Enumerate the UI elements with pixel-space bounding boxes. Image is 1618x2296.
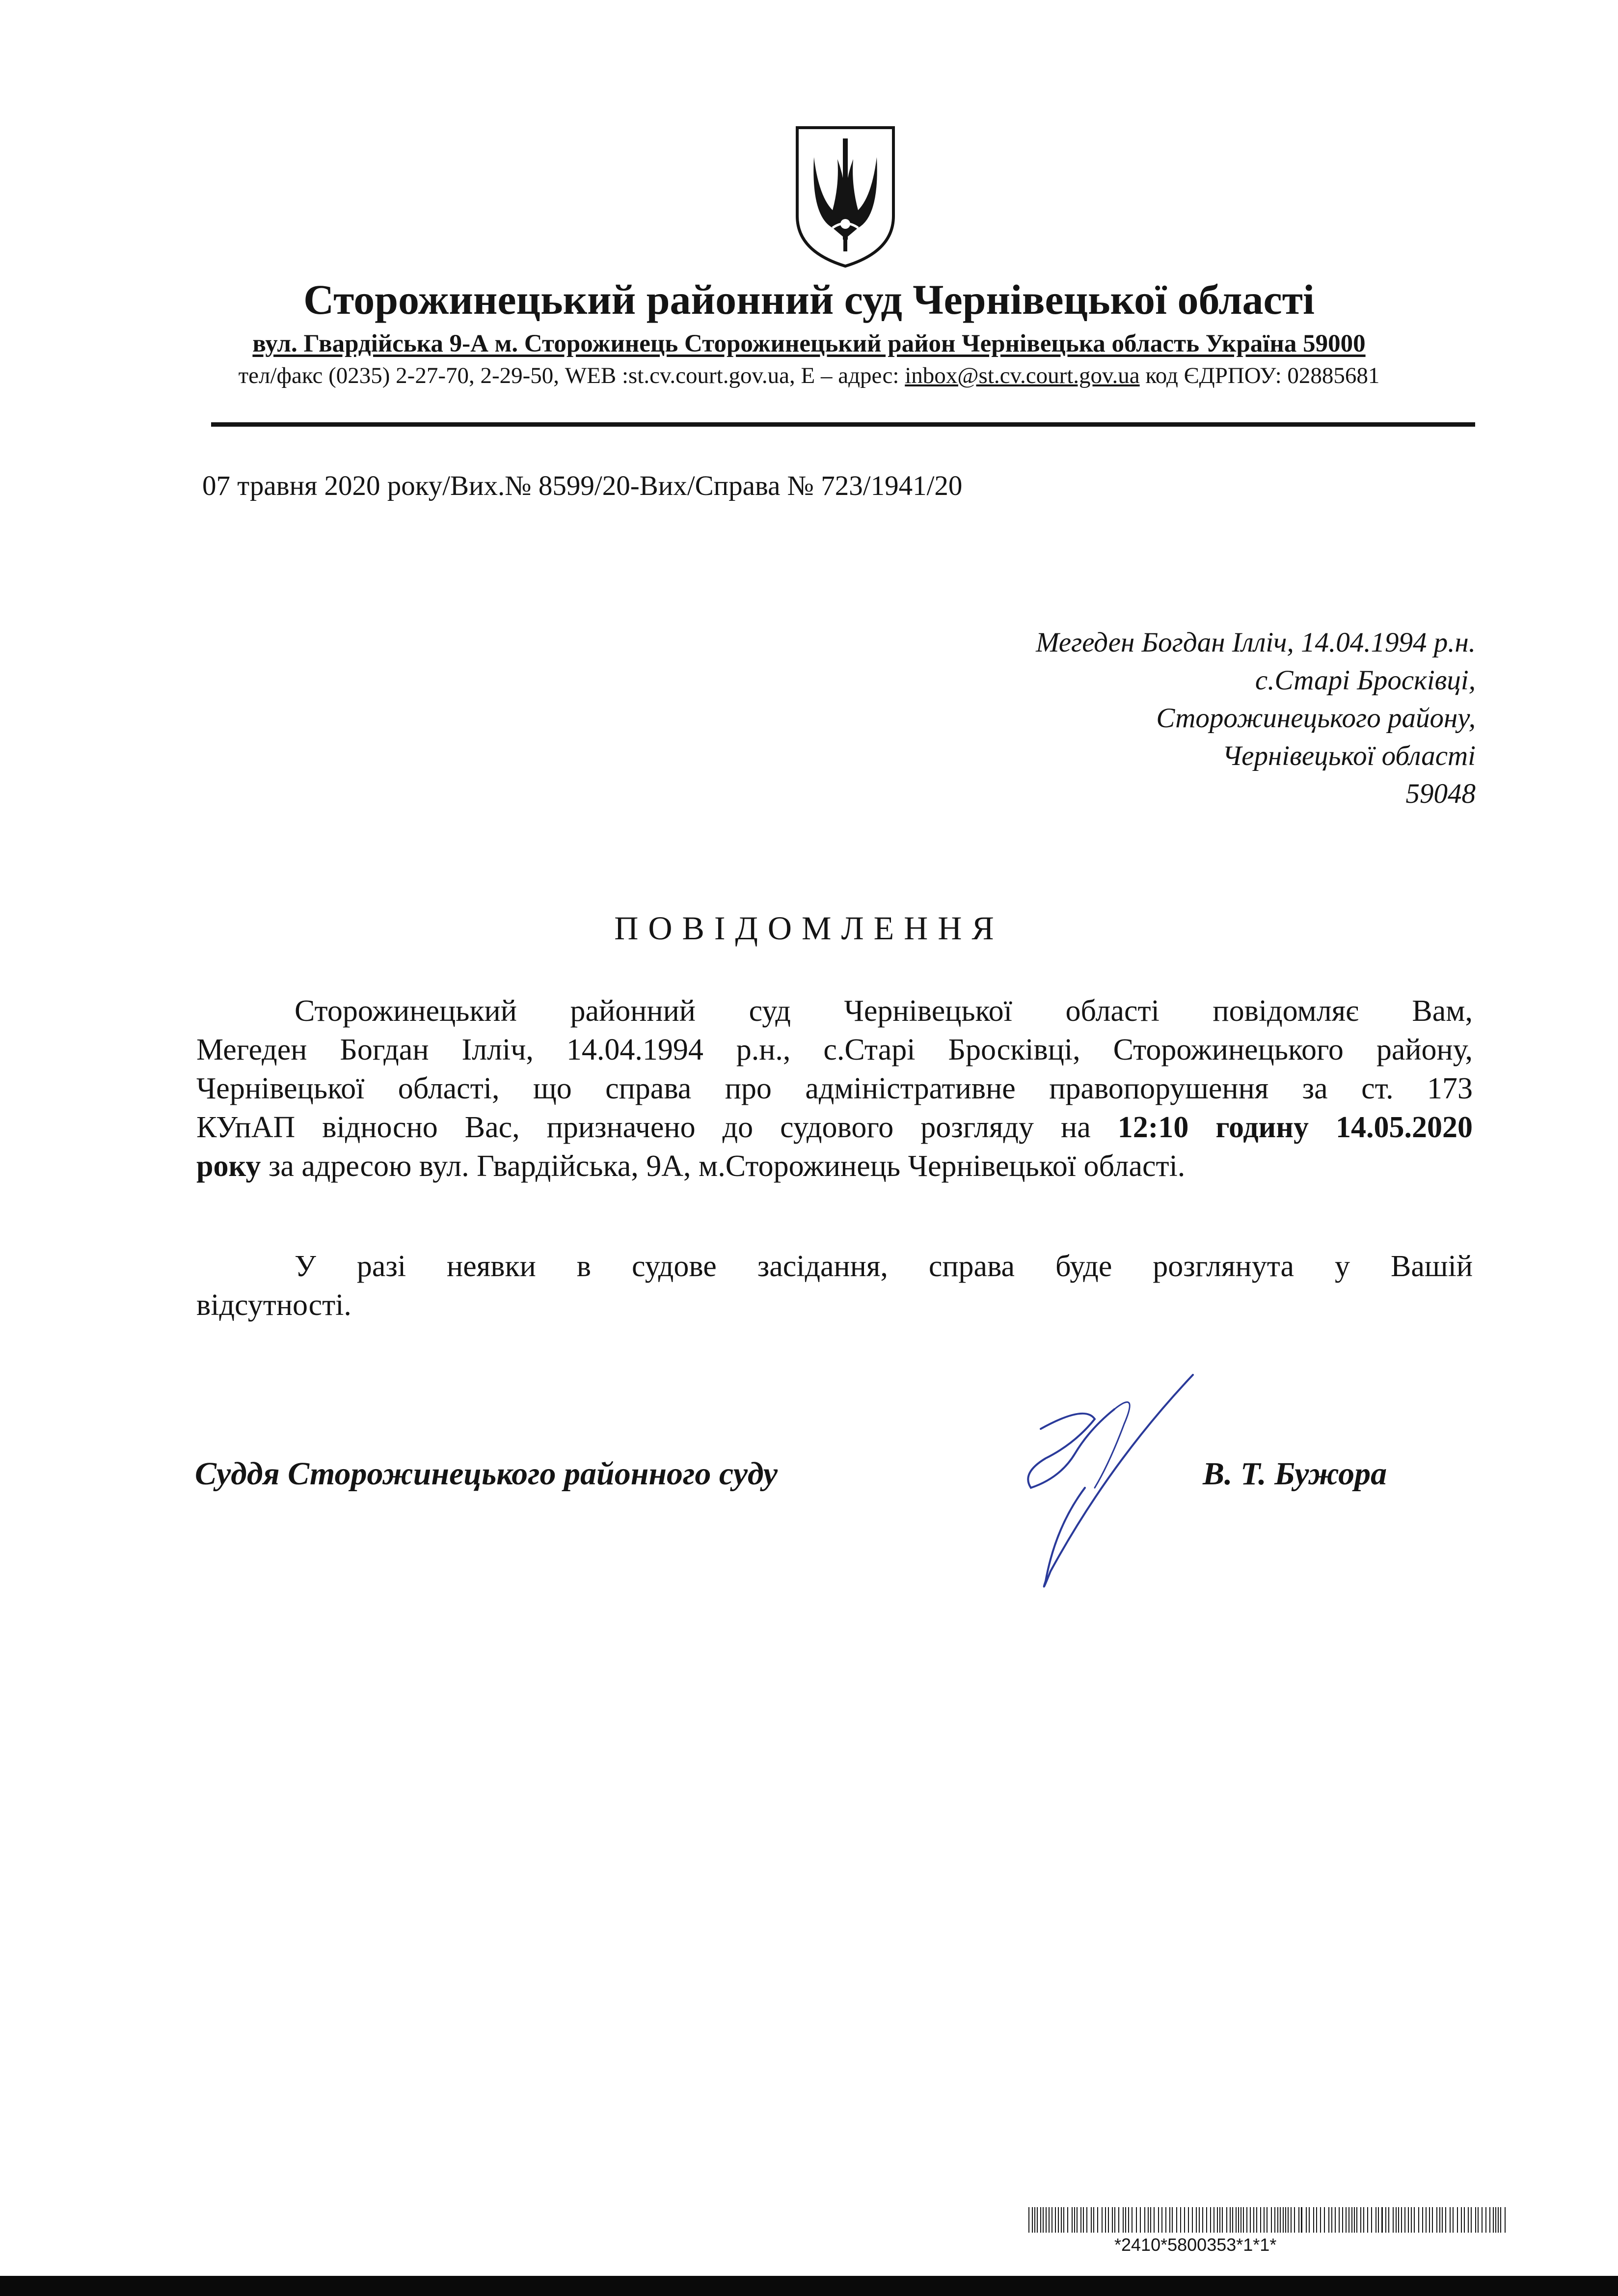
court-email-link[interactable]: inbox@st.cv.court.gov.ua <box>905 363 1140 388</box>
barcode-bar <box>1077 2207 1078 2233</box>
barcode-bar <box>1176 2207 1177 2233</box>
addressee-line: с.Старі Бросківці, <box>1255 665 1476 696</box>
court-address: вул. Гвардійська 9-А м. Сторожинець Сторожинецький район Чернівецька область Україна 59000 <box>252 330 1366 357</box>
barcode-bar <box>1112 2207 1113 2233</box>
barcode-bar <box>1046 2207 1047 2233</box>
barcode-bar <box>1439 2207 1440 2233</box>
barcode-bar <box>1367 2207 1368 2233</box>
barcode-bar <box>1401 2207 1402 2233</box>
barcode-bar <box>1037 2207 1038 2233</box>
barcode-bar <box>1125 2207 1126 2233</box>
barcode-bar <box>1072 2207 1073 2233</box>
reference-line: 07 травня 2020 року/Вих.№ 8599/20-Вих/Справа № 723/1941/20 <box>202 470 963 501</box>
barcode-bar <box>1450 2207 1451 2233</box>
barcode-bar <box>1393 2207 1394 2233</box>
barcode-bar <box>1363 2207 1364 2233</box>
hearing-time-suffix: року <box>196 1149 261 1183</box>
barcode-bar <box>1294 2207 1295 2233</box>
notice-paragraph <box>196 992 1473 1186</box>
barcode-bar <box>1097 2207 1098 2233</box>
barcode-bar <box>1232 2207 1233 2233</box>
barcode-bar <box>1388 2207 1389 2233</box>
barcode-bar <box>1243 2207 1244 2233</box>
barcode-bar <box>1381 2207 1383 2233</box>
barcode-bar <box>1285 2207 1286 2233</box>
barcode-bar <box>1385 2207 1386 2233</box>
barcode-bar <box>1432 2207 1433 2233</box>
barcode-bar <box>1408 2207 1409 2233</box>
barcode-bar <box>1422 2207 1423 2233</box>
addressee-line: Чернівецької області <box>1222 740 1476 771</box>
barcode-bar <box>1250 2207 1251 2233</box>
barcode-bar <box>1161 2207 1162 2233</box>
barcode-bar <box>1489 2207 1490 2233</box>
barcode-bar <box>1148 2207 1149 2233</box>
barcode-bar <box>1083 2207 1084 2233</box>
barcode-bar <box>1429 2207 1430 2233</box>
hearing-time: 12:10 годину 14.05.2020 <box>1117 1111 1473 1144</box>
barcode-bar <box>1184 2207 1185 2233</box>
barcode-bar <box>1238 2207 1239 2233</box>
barcode-bar <box>1061 2207 1062 2233</box>
paragraph-text: за адресою вул. Гвардійська, 9А, м.Сторожинець Чернівецької області. <box>261 1149 1186 1183</box>
paragraph-line: Мегеден Богдан Ілліч, 14.04.1994 р.н., с.Старі Бросківці, Сторожинецького району, <box>196 1033 1473 1066</box>
barcode-bar <box>1306 2207 1307 2233</box>
barcode-bar <box>1320 2207 1321 2233</box>
barcode-bar <box>1411 2207 1412 2233</box>
barcode-bar <box>1291 2207 1292 2233</box>
barcode-bar <box>1140 2207 1141 2233</box>
barcode-bar <box>1271 2207 1272 2233</box>
contacts-prefix: тел/факс (0235) 2-27-70, 2-29-50, WEB :st.cv.court.gov.ua, E – адрес: <box>238 363 905 388</box>
barcode-bar <box>1351 2207 1352 2233</box>
paragraph-line: У разі неявки в судове засідання, справа буде розглянута у Вашій <box>295 1250 1473 1283</box>
barcode-bar <box>1028 2207 1029 2233</box>
barcode-number: *2410*5800353*1*1* <box>1114 2235 1277 2255</box>
trident-emblem-icon <box>791 123 899 270</box>
contacts-suffix: код ЄДРПОУ: 02885681 <box>1139 363 1380 388</box>
barcode <box>1028 2207 1507 2233</box>
barcode-bar <box>1188 2207 1189 2233</box>
scan-edge <box>0 2276 1618 2296</box>
barcode-bar <box>1485 2207 1486 2233</box>
notice-title: ПОВІДОМЛЕННЯ <box>614 909 1004 947</box>
paragraph-line: Сторожинецький районний суд Чернівецької області повідомляє Вам, <box>295 994 1473 1028</box>
judge-title: Суддя Сторожинецького районного суду <box>195 1456 778 1492</box>
barcode-bar <box>1154 2207 1155 2233</box>
barcode-bar <box>1222 2207 1223 2233</box>
barcode-bar <box>1202 2207 1203 2233</box>
barcode-bar <box>1324 2207 1325 2233</box>
paragraph-line <box>196 1147 1473 1186</box>
barcode-bar <box>1445 2207 1446 2233</box>
barcode-bar <box>1217 2207 1218 2233</box>
barcode-bar <box>1457 2207 1458 2233</box>
barcode-bar <box>1058 2207 1059 2233</box>
barcode-bar <box>1493 2207 1494 2233</box>
barcode-bar <box>1396 2207 1397 2233</box>
addressee-line: Сторожинецького району, <box>1156 703 1476 734</box>
barcode-bar <box>1277 2207 1278 2233</box>
barcode-bar <box>1219 2207 1220 2233</box>
barcode-bar <box>1032 2207 1033 2233</box>
barcode-bar <box>1253 2207 1254 2233</box>
barcode-bar <box>1169 2207 1170 2233</box>
handwritten-signature <box>962 1365 1217 1601</box>
barcode-bar <box>1132 2207 1133 2233</box>
barcode-bar <box>1505 2207 1506 2233</box>
barcode-bar <box>1105 2207 1106 2233</box>
barcode-bar <box>1354 2207 1355 2233</box>
barcode-bar <box>1414 2207 1415 2233</box>
barcode-bar <box>1453 2207 1454 2233</box>
barcode-bar <box>1468 2207 1469 2233</box>
barcode-bar <box>1375 2207 1376 2233</box>
barcode-bar <box>1256 2207 1257 2233</box>
barcode-bar <box>1192 2207 1193 2233</box>
barcode-bar <box>1264 2207 1265 2233</box>
barcode-bar <box>1093 2207 1094 2233</box>
barcode-bar <box>1478 2207 1479 2233</box>
barcode-bar <box>1471 2207 1472 2233</box>
barcode-bar <box>1144 2207 1145 2233</box>
barcode-bar <box>1067 2207 1068 2233</box>
barcode-bar <box>1260 2207 1261 2233</box>
barcode-bar <box>1128 2207 1129 2233</box>
barcode-bar <box>1288 2207 1289 2233</box>
barcode-bar <box>1240 2207 1241 2233</box>
barcode-bar <box>1165 2207 1166 2233</box>
notice-paragraph <box>196 1247 1473 1325</box>
barcode-bar <box>1371 2207 1372 2233</box>
barcode-bar <box>1316 2207 1317 2233</box>
barcode-bar <box>1172 2207 1173 2233</box>
barcode-bar <box>1418 2207 1419 2233</box>
barcode-bar <box>1123 2207 1124 2233</box>
barcode-bar <box>1464 2207 1465 2233</box>
barcode-bar <box>1475 2207 1476 2233</box>
barcode-bar <box>1040 2207 1041 2233</box>
barcode-bar <box>1280 2207 1281 2233</box>
barcode-bar <box>1500 2207 1501 2233</box>
barcode-bar <box>1080 2207 1081 2233</box>
barcode-bar <box>1335 2207 1336 2233</box>
paragraph-line <box>196 1108 1473 1147</box>
barcode-bar <box>1498 2207 1499 2233</box>
barcode-bar <box>1226 2207 1227 2233</box>
barcode-bar <box>1283 2207 1284 2233</box>
barcode-bar <box>1049 2207 1050 2233</box>
barcode-bar <box>1348 2207 1349 2233</box>
paragraph-line: Чернівецької області, що справа про адміністративне правопорушення за ст. 173 <box>196 1072 1473 1105</box>
barcode-bar <box>1378 2207 1379 2233</box>
barcode-bar <box>1196 2207 1197 2233</box>
barcode-bar <box>1118 2207 1119 2233</box>
barcode-bar <box>1034 2207 1035 2233</box>
barcode-bar <box>1426 2207 1427 2233</box>
barcode-bar <box>1309 2207 1310 2233</box>
barcode-bar <box>1346 2207 1347 2233</box>
barcode-bar <box>1086 2207 1087 2233</box>
barcode-bar <box>1398 2207 1399 2233</box>
barcode-bar <box>1495 2207 1496 2233</box>
barcode-bar <box>1482 2207 1483 2233</box>
barcode-bar <box>1074 2207 1075 2233</box>
addressee-line: 59048 <box>1405 778 1476 809</box>
barcode-bar <box>1136 2207 1137 2233</box>
barcode-bar <box>1360 2207 1361 2233</box>
barcode-bar <box>1356 2207 1357 2233</box>
paragraph-line: відсутності. <box>196 1288 351 1322</box>
barcode-bar <box>1313 2207 1314 2233</box>
barcode-bar <box>1331 2207 1332 2233</box>
barcode-bar <box>1180 2207 1181 2233</box>
barcode-bar <box>1236 2207 1237 2233</box>
barcode-bar <box>1328 2207 1329 2233</box>
court-contacts <box>0 361 1618 390</box>
barcode-bar <box>1339 2207 1340 2233</box>
barcode-bar <box>1342 2207 1343 2233</box>
barcode-bar <box>1246 2207 1247 2233</box>
barcode-bar <box>1274 2207 1275 2233</box>
barcode-bar <box>1150 2207 1151 2233</box>
barcode-bar <box>1091 2207 1092 2233</box>
barcode-bar <box>1442 2207 1443 2233</box>
header-divider <box>211 422 1475 427</box>
barcode-bar <box>1210 2207 1211 2233</box>
barcode-bar <box>1114 2207 1115 2233</box>
paragraph-text: КУпАП відносно Вас, призначено до судового розгляду на <box>196 1111 1118 1144</box>
barcode-bar <box>1102 2207 1103 2233</box>
barcode-bar <box>1230 2207 1231 2233</box>
court-title: Сторожинецький районний суд Чернівецької області <box>303 276 1315 323</box>
barcode-bar <box>1404 2207 1405 2233</box>
barcode-bar <box>1158 2207 1159 2233</box>
barcode-bar <box>1043 2207 1044 2233</box>
barcode-bar <box>1461 2207 1462 2233</box>
judge-name: В. Т. Бужора <box>1203 1456 1387 1492</box>
barcode-bar <box>1436 2207 1437 2233</box>
barcode-bar <box>1199 2207 1200 2233</box>
addressee-block <box>1036 624 1476 813</box>
barcode-bar <box>1206 2207 1207 2233</box>
barcode-bar <box>1301 2207 1302 2233</box>
barcode-bar <box>1108 2207 1109 2233</box>
barcode-bar <box>1055 2207 1056 2233</box>
barcode-bar <box>1063 2207 1064 2233</box>
addressee-line: Мегеден Богдан Ілліч, 14.04.1994 р.н. <box>1036 627 1476 658</box>
barcode-bar <box>1298 2207 1299 2233</box>
